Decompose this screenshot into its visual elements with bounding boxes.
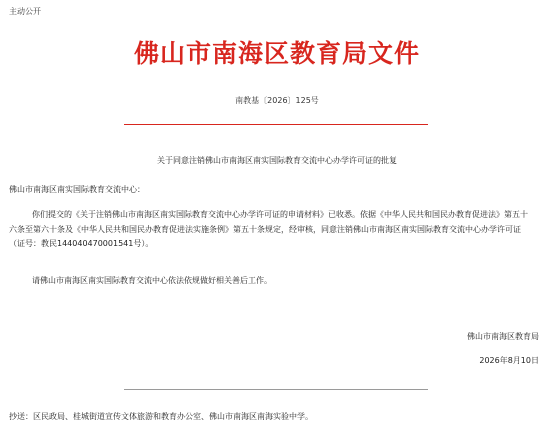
document-number: 南教基〔2026〕125号 xyxy=(235,96,319,105)
footer-divider xyxy=(124,389,428,390)
body-paragraph-2: 请佛山市南海区南实国际教育交流中心依法依规做好相关善后工作。 xyxy=(32,276,272,285)
issuer-signature: 佛山市南海区教育局 xyxy=(467,332,539,341)
document-title: 关于同意注销佛山市南海区南实国际教育交流中心办学许可证的批复 xyxy=(157,156,397,165)
recipient: 佛山市南海区南实国际教育交流中心： xyxy=(9,185,145,194)
issue-date: 2026年8月10日 xyxy=(479,356,539,365)
body-paragraph-1: 你们提交的《关于注销佛山市南海区南实国际教育交流中心办学许可证的申请材料》已收悉。依据《中华人民共和国民办教育促进法》第五十六条至第六十条及《中华人民共和国民办教育促进法实施条例》第五十条规定，经审核，同意注销佛山市南海区南实国际教育交流中心办学许可证（证号：教民144040470001541号）。 xyxy=(9,210,528,248)
disclosure-label: 主动公开 xyxy=(9,7,41,16)
header-divider xyxy=(124,124,428,125)
document-header: 佛山市南海区教育局文件 xyxy=(133,39,420,68)
cc-list: 抄送：区民政局、桂城街道宣传文体旅游和教育办公室、佛山市南海区南海实验中学。 xyxy=(9,412,313,421)
